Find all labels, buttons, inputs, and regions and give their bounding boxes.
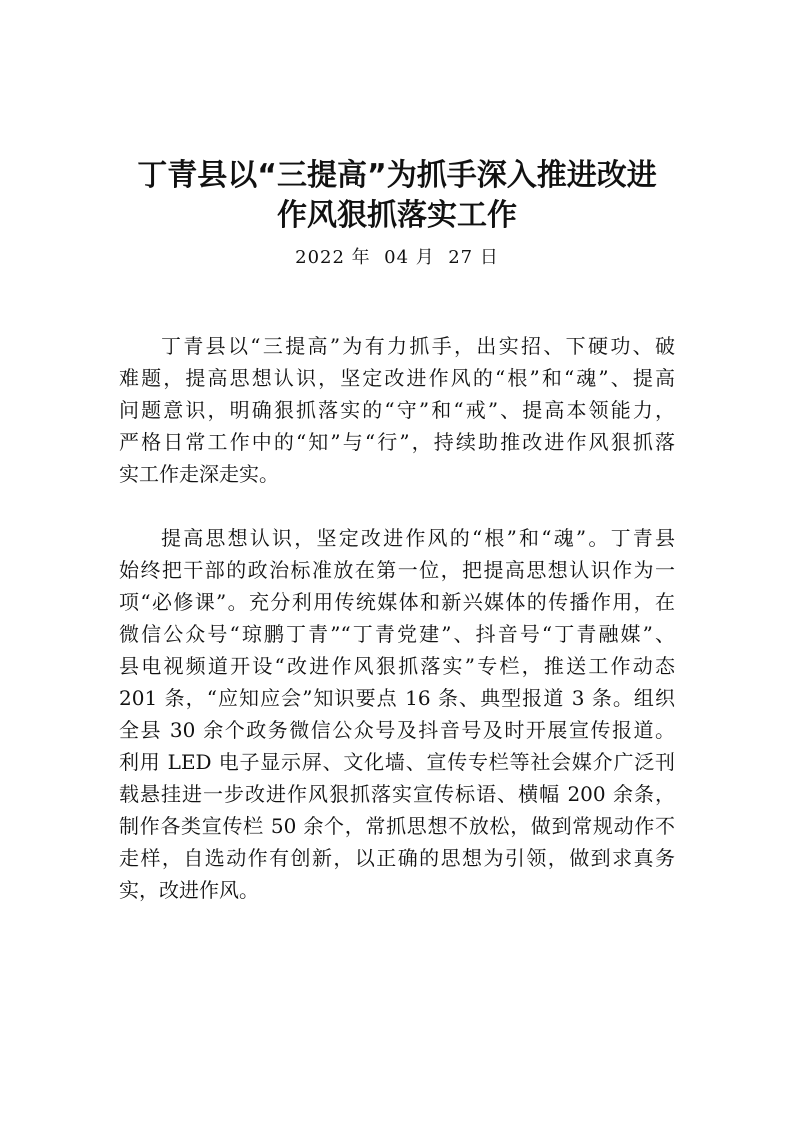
paragraph-line: 县电视频道开设“改进作风狠抓落实”专栏，推送工作动态 — [119, 654, 675, 678]
paragraph-line: 走样，自选动作有创新，以正确的思想为引领，做到求真务 — [119, 846, 675, 870]
paragraph-line: 利用 LED 电子显示屏、文化墙、宣传专栏等社会媒介广泛刊 — [119, 750, 675, 774]
paragraph-line: 微信公众号“琼鹏丁青”“丁青党建”、抖音号“丁青融媒”、 — [119, 622, 675, 646]
paragraph-line: 制作各类宣传栏 50 余个，常抓思想不放松，做到常规动作不 — [119, 814, 675, 838]
paragraph-line: 始终把干部的政治标准放在第一位，把提高思想认识作为一 — [119, 558, 675, 582]
paragraph-line: 提高思想认识，坚定改进作风的“根”和“魂”。丁青县 — [161, 526, 675, 550]
paragraph-line: 问题意识，明确狠抓落实的“守”和“戒”、提高本领能力， — [119, 398, 675, 422]
paragraph-line: 全县 30 余个政务微信公众号及抖音号及时开展宣传报道。 — [119, 718, 675, 742]
paragraph-line: 201 条，“应知应会”知识要点 16 条、典型报道 3 条。组织 — [119, 686, 675, 710]
publish-date: 2022 年 04 月 27 日 — [295, 247, 499, 268]
paragraph-line: 严格日常工作中的“知”与“行”，持续助推改进作风狠抓落 — [119, 430, 675, 454]
paragraph-line: 难题，提高思想认识，坚定改进作风的“根”和“魂”、提高 — [119, 366, 675, 390]
paragraph-line: 实工作走深走实。 — [119, 462, 279, 486]
paragraph-line: 实，改进作风。 — [119, 878, 259, 902]
paragraph-line: 载悬挂进一步改进作风狠抓落实宣传标语、横幅 200 余条， — [119, 782, 675, 806]
document-title-line-1: 丁青县以“三提高”为抓手深入推进改进 — [137, 158, 657, 193]
document-title-line-2: 作风狠抓落实工作 — [277, 198, 517, 233]
paragraph-line: 项“必修课”。充分利用传统媒体和新兴媒体的传播作用，在 — [119, 590, 675, 614]
paragraph-line: 丁青县以“三提高”为有力抓手，出实招、下硬功、破 — [161, 334, 675, 358]
